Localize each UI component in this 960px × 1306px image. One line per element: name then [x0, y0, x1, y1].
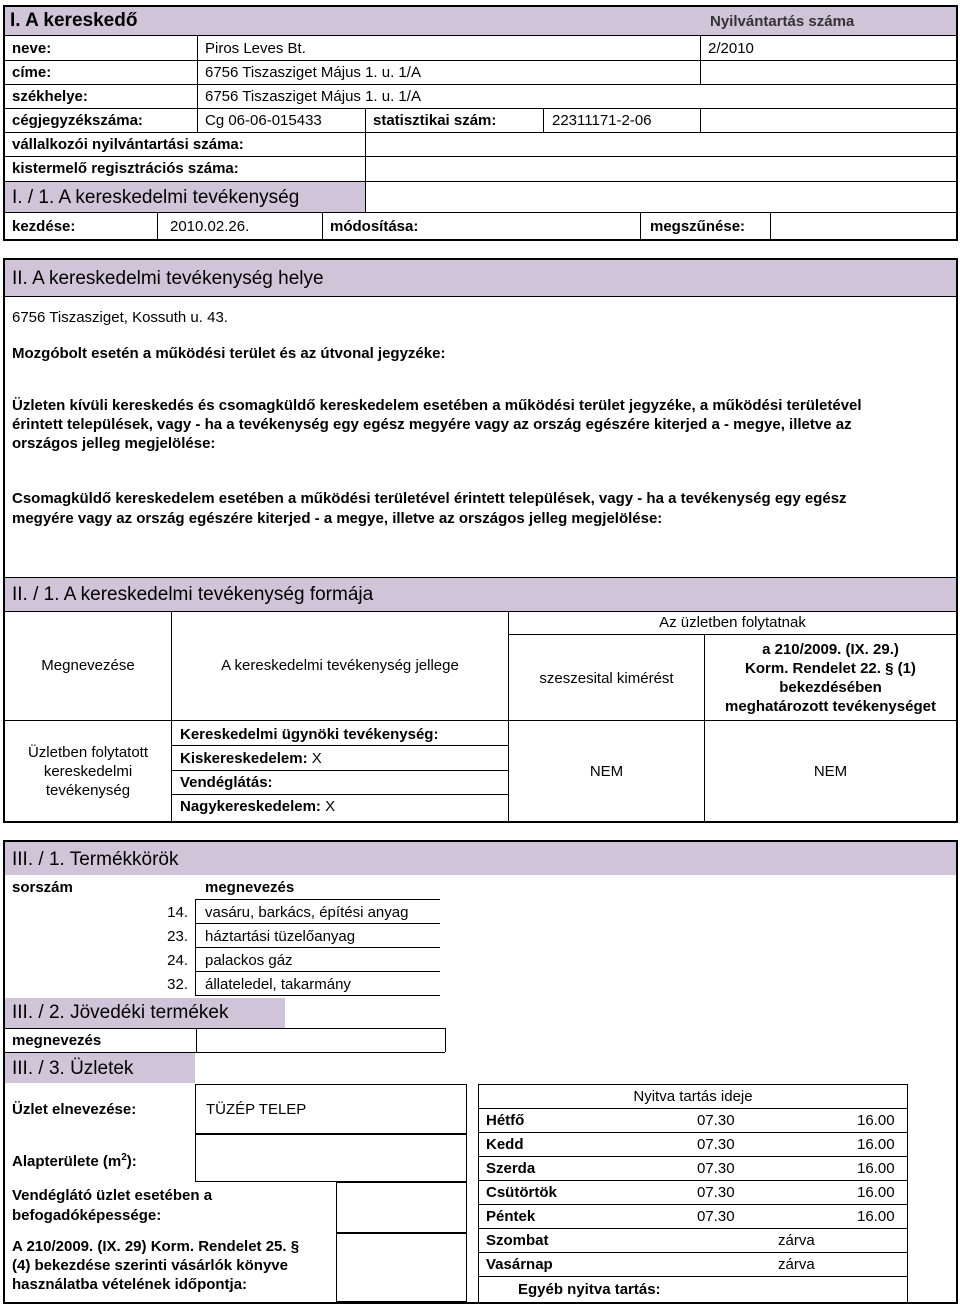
capacity-label-1: Vendéglátó üzlet esetében a — [12, 1187, 213, 1204]
complaint-book-label-1: A 210/2009. (IX. 29) Korm. Rendelet 25. § — [12, 1238, 300, 1255]
close-time: 16.00 — [857, 1136, 895, 1153]
start-label: kezdése: — [12, 218, 76, 235]
excise-products-title: III. / 2. Jövedéki termékek — [12, 1002, 229, 1023]
open-time: 07.30 — [697, 1184, 735, 1201]
mobile-shop-label: Mozgóbolt esetén a működési terület és az útvonal jegyzéke: — [12, 345, 446, 362]
address-value: 6756 Tiszasziget Május 1. u. 1/A — [205, 64, 421, 81]
seat-value: 6756 Tiszasziget Május 1. u. 1/A — [205, 88, 421, 105]
entrepreneur-number-label: vállalkozói nyilvántartási száma: — [12, 136, 244, 153]
location-address: 6756 Tiszasziget, Kossuth u. 43. — [12, 309, 228, 326]
row-shop-activity-label: Üzletben folytatott kereskedelmi tevékenység — [27, 743, 149, 799]
location-title: II. A kereskedelmi tevékenység helye — [12, 268, 324, 289]
alcohol-value: NEM — [589, 762, 624, 780]
closed-status: zárva — [778, 1256, 815, 1273]
closed-status: zárva — [778, 1232, 815, 1249]
product-name: palackos gáz — [205, 952, 293, 969]
product-name: háztartási tüzelőanyag — [205, 928, 356, 945]
col-alcohol-header: szeszesital kimérést — [539, 669, 674, 687]
outside-trade-label-2: érintett települések, vagy - ha a tevékenység egy egész megyére vagy az ország egészére kiterjed a - megye, illetve az — [12, 416, 852, 433]
merchant-title: I. A kereskedő — [10, 10, 138, 31]
address-label: címe: — [12, 64, 52, 81]
product-number: 32. — [167, 976, 188, 993]
seat-label: székhelye: — [12, 88, 88, 105]
product-number: 23. — [167, 928, 188, 945]
close-time: 16.00 — [857, 1184, 895, 1201]
open-time: 07.30 — [697, 1136, 735, 1153]
shop-name-label: Üzlet elnevezése: — [12, 1101, 137, 1118]
product-name: vasáru, barkács, építési anyag — [205, 904, 409, 921]
producer-number-label: kistermelő regisztrációs száma: — [12, 160, 239, 177]
open-time: 07.30 — [697, 1112, 735, 1129]
end-label: megszűnése: — [650, 218, 746, 235]
wholesale-row: Nagykereskedelem: X — [180, 798, 336, 815]
col-decree-header: a 210/2009. (IX. 29.) Korm. Rendelet 22. § (1) bekezdésében meghatározott tevékenységet — [725, 640, 936, 715]
col-group-header: Az üzletben folytatnak — [659, 614, 806, 631]
col-number-header: sorszám — [12, 879, 73, 896]
day-label: Hétfő — [486, 1112, 525, 1129]
retail-row: Kiskereskedelem: X — [180, 750, 322, 767]
shops-title: III. / 3. Üzletek — [12, 1058, 134, 1079]
agent-activity-label: Kereskedelmi ügynöki tevékenység: — [180, 726, 439, 743]
floor-area-label: Alapterülete $(m^2)$: — [12, 1152, 137, 1170]
product-categories-title: III. / 1. Termékkörök — [12, 849, 179, 870]
close-time: 16.00 — [857, 1112, 895, 1129]
mail-order-label-1: Csomagküldő kereskedelem esetében a működési területével érintett települések, vagy - ha a tevékenység egy egész — [12, 490, 847, 507]
floor-area-field — [195, 1134, 467, 1182]
name-label: neve: — [12, 40, 52, 57]
close-time: 16.00 — [857, 1160, 895, 1177]
decree-value: NEM — [813, 762, 848, 780]
col-product-name-header: megnevezés — [205, 879, 295, 896]
shop-name-value: TÜZÉP TELEP — [206, 1101, 307, 1118]
product-number: 14. — [167, 904, 188, 921]
day-label: Szerda — [486, 1160, 536, 1177]
open-time: 07.30 — [697, 1160, 735, 1177]
name-value: Piros Leves Bt. — [205, 40, 306, 57]
registry-number-label: Nyilvántartás száma — [710, 13, 855, 30]
catering-label: Vendéglátás: — [180, 774, 273, 791]
registry-number-value: 2/2010 — [708, 40, 754, 57]
company-reg-value: Cg 06-06-015433 — [205, 112, 322, 129]
day-label: Vasárnap — [486, 1256, 553, 1273]
close-time: 16.00 — [857, 1208, 895, 1225]
day-label: Kedd — [486, 1136, 524, 1153]
opening-hours-title: Nyitva tartás ideje — [633, 1087, 753, 1105]
col-nature-header: A kereskedelmi tevékenység jellege — [221, 657, 459, 674]
complaint-book-label-2: (4) bekezdése szerinti vásárlók könyve — [12, 1257, 288, 1274]
day-label: Csütörtök — [486, 1184, 557, 1201]
col-name-header: Megnevezése — [41, 657, 135, 674]
mail-order-label-2: megyére vagy az ország egészére kiterjed - a megye, illetve az országos jelleg megjelölése: — [12, 510, 663, 527]
other-hours-label: Egyéb nyitva tartás: — [518, 1281, 661, 1298]
day-label: Péntek — [486, 1208, 536, 1225]
excise-col-name-header: megnevezés — [12, 1032, 102, 1049]
product-name: állateledel, takarmány — [205, 976, 351, 993]
start-value: 2010.02.26. — [170, 218, 250, 235]
day-label: Szombat — [486, 1232, 549, 1249]
capacity-label-2: befogadóképessége: — [12, 1207, 162, 1224]
company-reg-label: cégjegyzékszáma: — [12, 112, 143, 129]
stat-number-value: 22311171-2-06 — [552, 112, 652, 129]
form-title: II. / 1. A kereskedelmi tevékenység formája — [12, 584, 374, 605]
capacity-field — [336, 1182, 467, 1233]
complaint-book-label-3: használatba vételének időpontja: — [12, 1276, 248, 1293]
modified-label: módosítása: — [330, 218, 419, 235]
stat-number-label: statisztikai szám: — [373, 112, 497, 129]
product-number: 24. — [167, 952, 188, 969]
outside-trade-label-3: országos jelleg megjelölése: — [12, 435, 216, 452]
outside-trade-label-1: Üzleten kívüli kereskedés és csomagküldő kereskedelem esetében a működési terület jegyzéke, a működési területével — [12, 397, 862, 414]
open-time: 07.30 — [697, 1208, 735, 1225]
complaint-book-field — [336, 1233, 467, 1302]
activity-title: I. / 1. A kereskedelmi tevékenység — [12, 187, 300, 208]
